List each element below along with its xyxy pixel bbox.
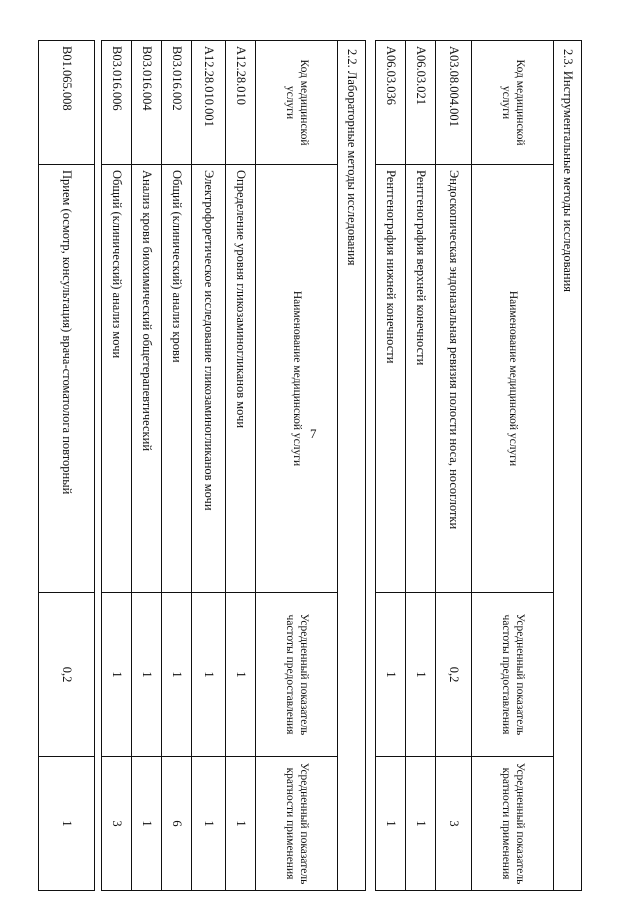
- service-name: Определение уровня гликозаминогликанов мочи: [226, 165, 256, 593]
- header-row: [472, 41, 554, 891]
- table-row: [102, 41, 132, 891]
- service-code: A06.03.021: [406, 41, 436, 165]
- table-row: [406, 41, 436, 891]
- service-code: B03.016.002: [162, 41, 192, 165]
- multiplicity-value: 3: [436, 757, 472, 891]
- service-code: A12.28.010: [226, 41, 256, 165]
- frequency-value: 1: [376, 593, 406, 757]
- frequency-value: 1: [162, 593, 192, 757]
- multiplicity-value: 1: [132, 757, 162, 891]
- frequency-value: 1: [132, 593, 162, 757]
- frequency-value: 1: [102, 593, 132, 757]
- header-multiplicity: Усредненный показатель кратности применения: [256, 757, 338, 891]
- top-table: [38, 40, 95, 891]
- header-name: Наименование медицинской услуги: [472, 165, 554, 593]
- section-title: 2.3. Инструментальные методы исследования: [554, 41, 582, 891]
- service-name: Электрофоретическое исследование гликозаминогликанов мочи: [192, 165, 226, 593]
- table-row: [192, 41, 226, 891]
- service-name: Рентгенография верхней конечности: [406, 165, 436, 593]
- service-name: Общий (клинический) анализ мочи: [102, 165, 132, 593]
- service-name: Общий (клинический) анализ крови: [162, 165, 192, 593]
- service-name: Прием (осмотр, консультация) врача-стоматолога повторный: [39, 165, 95, 593]
- lab-table: [101, 40, 366, 891]
- table-row: [376, 41, 406, 891]
- header-code: Код медицинской услуги: [472, 41, 554, 165]
- header-frequency: Усредненный показатель частоты предоставления: [472, 593, 554, 757]
- header-multiplicity: Усредненный показатель кратности применения: [472, 757, 554, 891]
- service-name: Рентгенография нижней конечности: [376, 165, 406, 593]
- multiplicity-value: 1: [192, 757, 226, 891]
- service-name: Эндоскопическая эндоназальная ревизия полости носа, носоглотки: [436, 165, 472, 593]
- service-code: A12.28.010.001: [192, 41, 226, 165]
- service-code: B03.016.006: [102, 41, 132, 165]
- frequency-value: 1: [406, 593, 436, 757]
- service-code: A03.08.004.001: [436, 41, 472, 165]
- table-row: [226, 41, 256, 891]
- service-code: A06.03.036: [376, 41, 406, 165]
- table-row: [162, 41, 192, 891]
- multiplicity-value: 1: [406, 757, 436, 891]
- header-row: [256, 41, 338, 891]
- header-name: Наименование медицинской услуги: [256, 165, 338, 593]
- section-title: 2.2. Лабораторные методы исследования: [338, 41, 366, 891]
- section-title-row: [554, 41, 582, 891]
- frequency-value: 0,2: [39, 593, 95, 757]
- page-number: 7: [310, 426, 317, 441]
- table-row: [132, 41, 162, 891]
- header-frequency: Усредненный показатель частоты предоставления: [256, 593, 338, 757]
- multiplicity-value: 6: [162, 757, 192, 891]
- frequency-value: 0,2: [436, 593, 472, 757]
- header-code: Код медицинской услуги: [256, 41, 338, 165]
- section-title-row: [338, 41, 366, 891]
- multiplicity-value: 1: [376, 757, 406, 891]
- service-name: Анализ крови биохимический общетерапевтический: [132, 165, 162, 593]
- frequency-value: 1: [192, 593, 226, 757]
- service-code: B01.065.008: [39, 41, 95, 165]
- frequency-value: 1: [226, 593, 256, 757]
- service-code: B03.016.004: [132, 41, 162, 165]
- multiplicity-value: 1: [39, 757, 95, 891]
- table-row: [436, 41, 472, 891]
- instrumental-table: [375, 40, 582, 891]
- multiplicity-value: 1: [226, 757, 256, 891]
- table-row: [39, 41, 95, 891]
- multiplicity-value: 3: [102, 757, 132, 891]
